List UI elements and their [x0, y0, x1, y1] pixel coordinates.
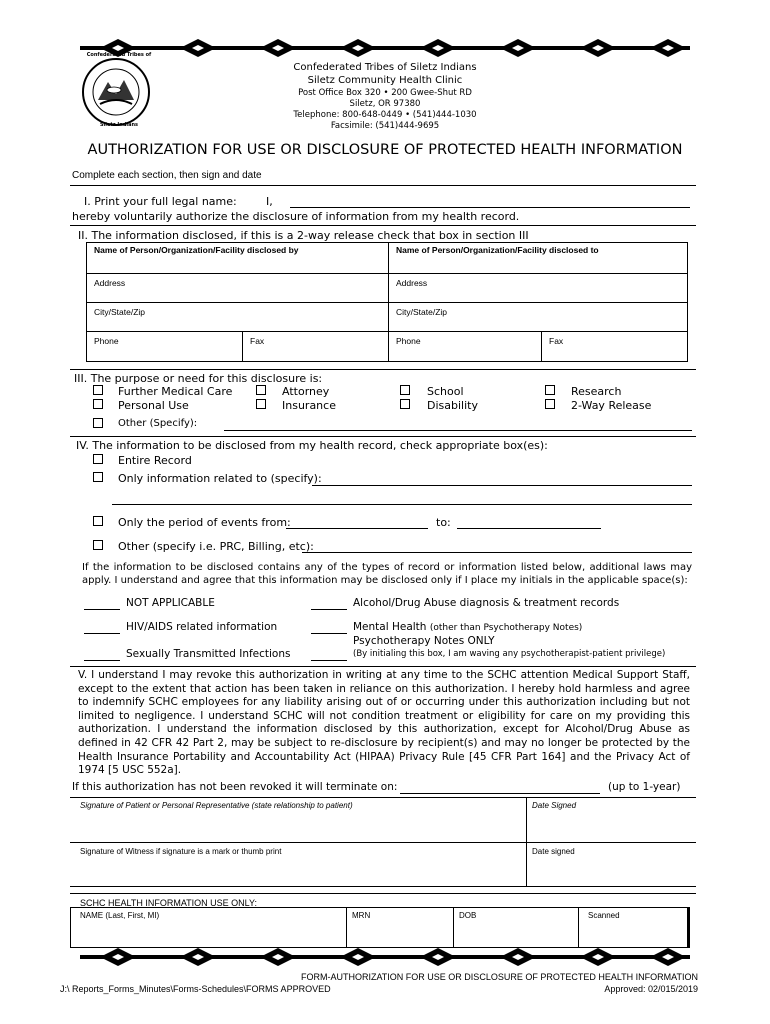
logo-text-top: Confederated Tribes of [86, 52, 152, 58]
disclosed-to-header: Name of Person/Organization/Facility disclosed to [396, 245, 599, 255]
section3-label: III. The purpose or need for this disclosure is: [74, 372, 323, 385]
label-hiv: HIV/AIDS related information [126, 621, 278, 633]
label-psychotherapy-note: (By initialing this box, I am waving any psychotherapist-patient privilege) [353, 649, 666, 659]
clinic-name: Siletz Community Health Clinic [307, 75, 463, 86]
termination-date-field[interactable] [400, 793, 600, 794]
witness-date-field[interactable]: Date signed [532, 847, 575, 856]
option-other-info: Other (specify i.e. PRC, Billing, etc): [118, 540, 314, 553]
section1-statement: hereby voluntarily authorize the disclosure of information from my health record. [72, 210, 520, 223]
full-name-field[interactable] [290, 207, 690, 208]
only-related-field[interactable] [312, 485, 692, 486]
termination-label: If this authorization has not been revoked it will terminate on: [72, 781, 398, 793]
checkbox-other-info[interactable] [93, 540, 103, 550]
period-from-field[interactable] [286, 528, 428, 529]
office-name-field[interactable]: NAME (Last, First, MI) [80, 911, 160, 920]
mental-health-text: Mental Health [353, 621, 427, 633]
other-info-field[interactable] [302, 552, 692, 553]
option-entire-record: Entire Record [118, 454, 192, 467]
top-decorative-border [80, 37, 690, 59]
clinic-facsimile: Facsimile: (541)444-9695 [330, 121, 440, 131]
initial-psychotherapy[interactable] [311, 660, 347, 661]
initial-not-applicable[interactable] [84, 609, 120, 610]
bottom-decorative-border [80, 946, 690, 968]
witness-signature-field[interactable]: Signature of Witness if signature is a mark or thumb print [80, 847, 282, 856]
label-sti: Sexually Transmitted Infections [126, 648, 291, 660]
option-insurance: Insurance [282, 399, 336, 412]
other-purpose-field[interactable] [224, 430, 692, 431]
checkbox-research[interactable] [545, 385, 555, 395]
address-label-by[interactable]: Address [94, 278, 126, 288]
special-records-notice: If the information to be disclosed contains any of the types of record or information listed below, additional laws may apply. I understand and agree that this information may be disclosed only if I place my initials in the applicable space(s): [82, 562, 692, 586]
phone-label-to[interactable]: Phone [396, 336, 421, 346]
section1-label: I. Print your full legal name: [84, 195, 237, 208]
checkbox-other-purpose[interactable] [93, 418, 103, 428]
checkbox-period[interactable] [93, 516, 103, 526]
option-2way-release: 2-Way Release [571, 399, 652, 412]
checkbox-only-related[interactable] [93, 472, 103, 482]
option-research: Research [571, 385, 622, 398]
clinic-telephone: Telephone: 800-648-0449 • (541)444-1030 [293, 110, 477, 120]
disclosed-by-header: Name of Person/Organization/Facility disclosed by [94, 245, 299, 255]
footer-form-title: FORM-AUTHORIZATION FOR USE OR DISCLOSURE OF PROTECTED HEALTH INFORMATION [300, 972, 698, 982]
clinic-city: Siletz, OR 97380 [349, 99, 421, 109]
mental-health-note: (other than Psychotherapy Notes) [429, 623, 583, 633]
city-label-to[interactable]: City/State/Zip [396, 307, 448, 317]
checkbox-insurance[interactable] [256, 399, 266, 409]
divider [70, 185, 696, 186]
checkbox-disability[interactable] [400, 399, 410, 409]
divider [70, 436, 696, 437]
option-period: Only the period of events from: [118, 516, 291, 529]
period-to-field[interactable] [457, 528, 601, 529]
option-school: School [427, 385, 464, 398]
fax-label-by[interactable]: Fax [250, 336, 265, 346]
patient-signature-field[interactable]: Signature of Patient or Personal Representative (state relationship to patient) [80, 801, 353, 810]
office-mrn-field[interactable]: MRN [352, 911, 371, 920]
org-name: Confederated Tribes of Siletz Indians [293, 62, 477, 73]
fax-label-to[interactable]: Fax [549, 336, 564, 346]
initial-mental-health[interactable] [311, 633, 347, 634]
tribal-seal-logo [82, 58, 150, 126]
section4-label: IV. The information to be disclosed from my health record, check appropriate box(es): [76, 439, 548, 452]
form-title: AUTHORIZATION FOR USE OR DISCLOSURE OF PROTECTED HEALTH INFORMATION [87, 142, 683, 158]
section5-revocation-text: V. I understand I may revoke this authorization in writing at any time to the SCHC attention Medical Support Staff, except to the extent that action has been taken in reliance on this authorization. I hereby hold harmless and agree to indemnify SCHC employees for any liability arising out of or occurring under this authorization including but not limited to negligence. I understand SCHC will not condition treatment or eligibility for care on my providing this authorization. I understand the information disclosed by this authorization, except for Alcohol/Drug Abuse as defined in 42 CFR 42 Part 2, may be subject to re-disclosure by recipient(s) and may no longer be protected by the Health Insurance Portability and Accountability Act (HIPAA) Privacy Rule [45 CFR Part 164] and the Privacy Act of 1974 [5 USC 552a]. [78, 669, 690, 777]
option-other-purpose: Other (Specify): [118, 418, 198, 429]
checkbox-entire-record[interactable] [93, 454, 103, 464]
initial-hiv[interactable] [84, 633, 120, 634]
option-disability: Disability [427, 399, 478, 412]
footer-approved: Approved: 02/015/2019 [604, 984, 698, 994]
patient-date-field[interactable]: Date Signed [532, 801, 577, 810]
instructions: Complete each section, then sign and date [72, 170, 262, 181]
checkbox-2way-release[interactable] [545, 399, 555, 409]
divider [70, 225, 696, 226]
office-use-title: SCHC HEALTH INFORMATION USE ONLY: [80, 898, 258, 908]
only-related-field-2[interactable] [112, 504, 692, 505]
option-attorney: Attorney [282, 385, 330, 398]
checkbox-attorney[interactable] [256, 385, 266, 395]
section1-i: I, [266, 195, 273, 208]
address-label-to[interactable]: Address [396, 278, 428, 288]
city-label-by[interactable]: City/State/Zip [94, 307, 146, 317]
initial-alcohol[interactable] [311, 609, 347, 610]
option-further-medical: Further Medical Care [118, 385, 233, 398]
label-mental-health [353, 621, 582, 633]
section2-label: II. The information disclosed, if this is a 2-way release check that box in section III [78, 229, 529, 242]
label-alcohol: Alcohol/Drug Abuse diagnosis & treatment records [353, 597, 620, 609]
footer-path: J:\ Reports_Forms_Minutes\Forms-Schedules\FORMS APPROVED [60, 984, 331, 994]
label-not-applicable: NOT APPLICABLE [126, 597, 215, 609]
phone-label-by[interactable]: Phone [94, 336, 119, 346]
office-dob-field[interactable]: DOB [459, 911, 477, 920]
checkbox-school[interactable] [400, 385, 410, 395]
period-to-label: to: [436, 516, 451, 529]
termination-suffix: (up to 1-year) [608, 781, 681, 793]
logo-text-bottom: Siletz Indians [99, 122, 139, 128]
label-psychotherapy: Psychotherapy Notes ONLY [353, 635, 495, 647]
divider [70, 666, 696, 667]
checkbox-personal-use[interactable] [93, 399, 103, 409]
clinic-address: Post Office Box 320 • 200 Gwee-Shut RD [298, 88, 472, 98]
initial-sti[interactable] [84, 660, 120, 661]
option-only-related: Only information related to (specify): [118, 472, 322, 485]
option-personal-use: Personal Use [118, 399, 189, 412]
checkbox-further-medical[interactable] [93, 385, 103, 395]
divider [70, 369, 696, 370]
office-scanned-field[interactable]: Scanned [588, 911, 620, 920]
